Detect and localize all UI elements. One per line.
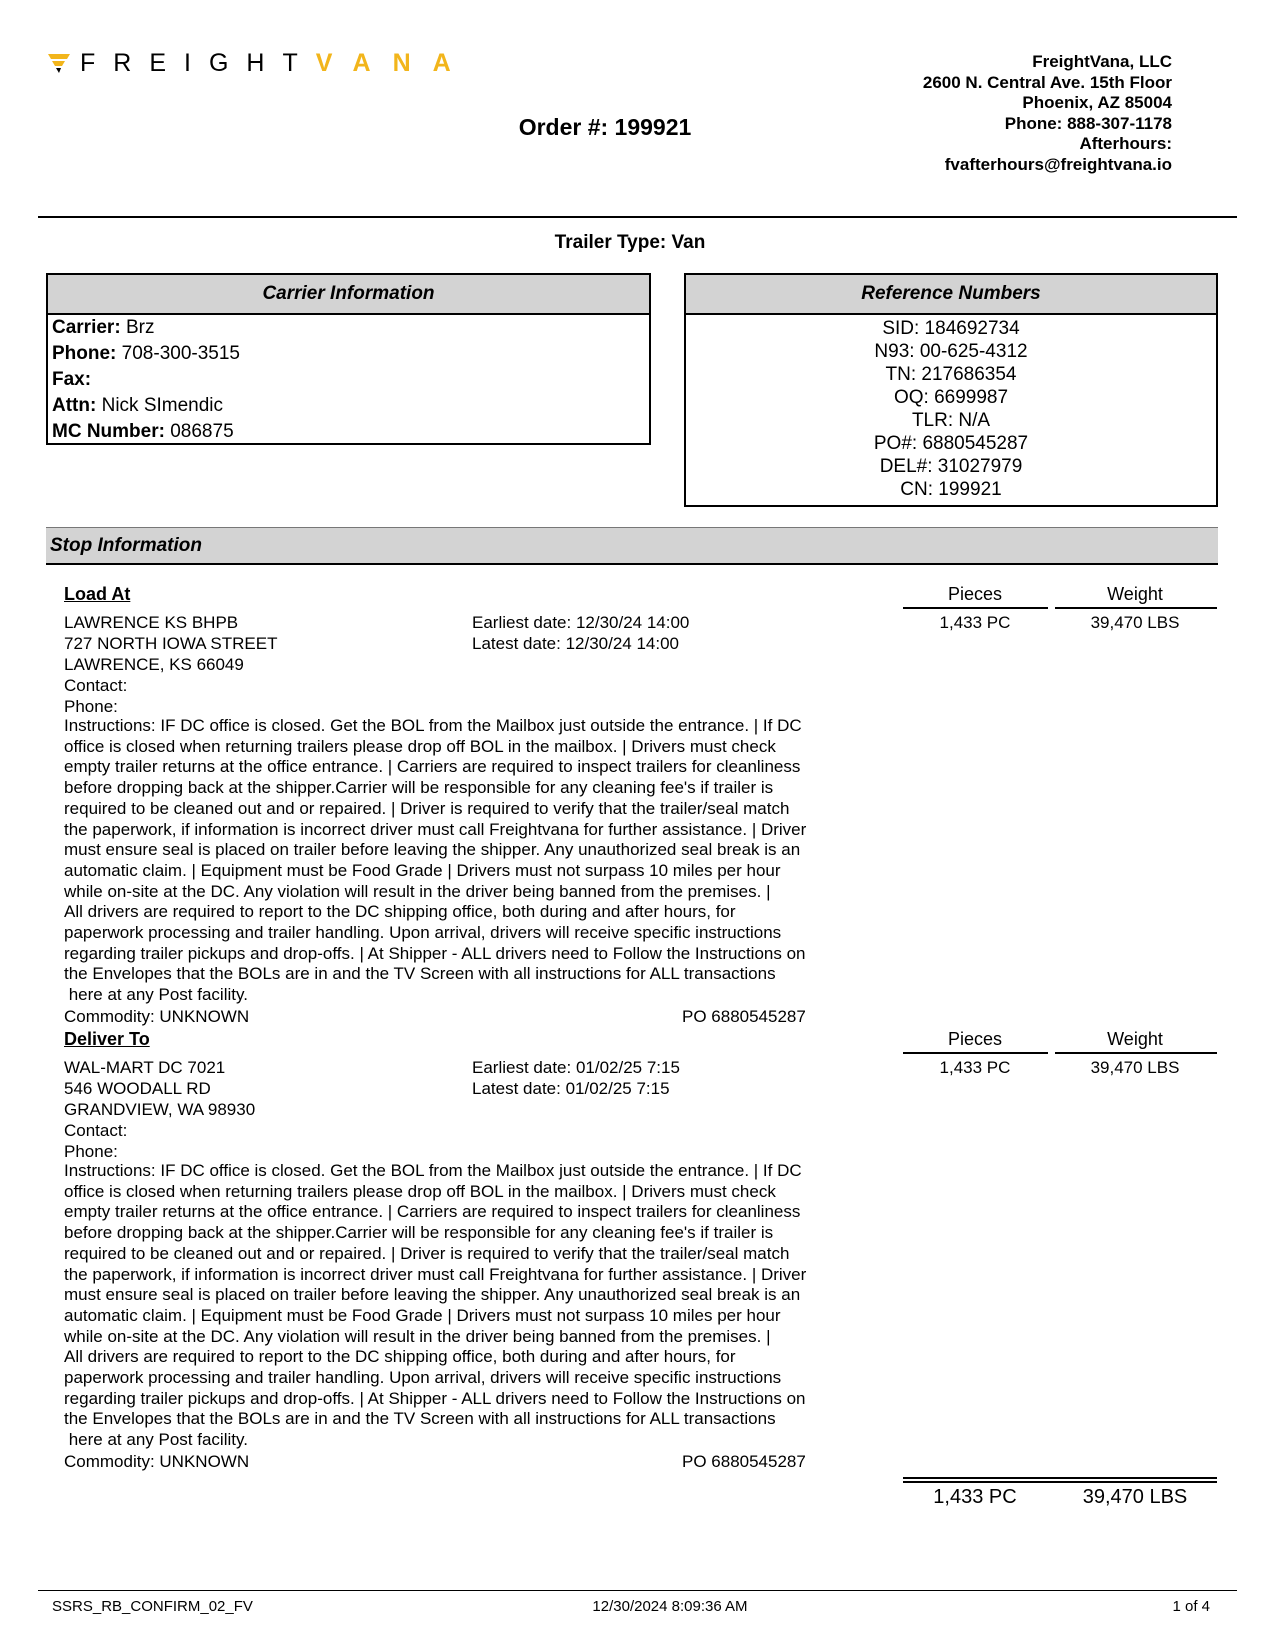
total-weight: 39,470 LBS xyxy=(1082,1486,1188,1508)
stop-information-title: Stop Information xyxy=(46,527,1218,565)
logo-word-vana: VANA xyxy=(315,49,473,77)
load-weight-value: 39,470 LBS xyxy=(1090,613,1180,632)
load-instructions xyxy=(64,716,914,1006)
reference-tlr: TLR: N/A xyxy=(911,410,991,431)
deliver-latest-date: Latest date: 01/02/25 7:15 xyxy=(472,1079,670,1098)
load-facility-name: LAWRENCE KS BHPB xyxy=(64,613,239,632)
load-earliest-date: Earliest date: 12/30/24 14:00 xyxy=(472,613,690,632)
deliver-po: PO 6880545287 xyxy=(682,1452,806,1471)
reference-numbers-box xyxy=(684,273,1218,507)
instruction-line: here at any Post facility. xyxy=(64,985,248,1005)
carrier-information-box xyxy=(46,273,651,445)
instruction-line: the paperwork, if information is incorrect driver must call Freightvana for further assistance. | Driver xyxy=(64,819,807,839)
deliver-dates xyxy=(472,1057,680,1099)
carrier-information-title: Carrier Information xyxy=(48,275,649,315)
total-pieces: 1,433 PC xyxy=(933,1486,1017,1508)
carrier-row xyxy=(52,315,645,341)
load-street: 727 NORTH IOWA STREET xyxy=(64,634,278,653)
load-city: LAWRENCE, KS 66049 xyxy=(64,655,244,674)
instruction-line: must ensure seal is placed on trailer before leaving the shipper. Any unauthorized seal break is an xyxy=(64,840,801,860)
instruction-line: empty trailer returns at the office entrance. | Carriers are required to inspect trailers for cleanliness xyxy=(64,757,801,777)
deliver-earliest-date: Earliest date: 01/02/25 7:15 xyxy=(472,1058,680,1077)
load-pieces-value: 1,433 PC xyxy=(939,613,1011,632)
company-city: Phoenix, AZ 85004 xyxy=(1022,93,1172,112)
load-weight-underline xyxy=(1055,607,1217,609)
load-phone: Phone: xyxy=(64,697,118,716)
reference-cn: CN: 199921 xyxy=(900,479,1002,500)
instruction-line: Instructions: IF DC office is closed. Get the BOL from the Mailbox just outside the entrance. | If DC xyxy=(64,1161,802,1180)
instruction-line: the Envelopes that the BOLs are in and the TV Screen with all instructions for ALL transactions xyxy=(64,1409,776,1429)
carrier-mc-label: MC Number: xyxy=(52,421,165,442)
instruction-line: office is closed when returning trailers please drop off BOL in the mailbox. | Drivers must check xyxy=(64,1181,776,1201)
reference-tn: TN: 217686354 xyxy=(885,364,1017,385)
deliver-pieces-value: 1,433 PC xyxy=(939,1058,1011,1077)
instruction-line: must ensure seal is placed on trailer before leaving the shipper. Any unauthorized seal break is an xyxy=(64,1285,801,1305)
instruction-line: All drivers are required to report to the DC shipping office, both during and after hours, for xyxy=(64,1347,736,1367)
carrier-mc-value: 086875 xyxy=(170,421,234,442)
load-latest-date: Latest date: 12/30/24 14:00 xyxy=(472,634,680,653)
instruction-line: office is closed when returning trailers please drop off BOL in the mailbox. | Drivers must check xyxy=(64,736,776,756)
totals-rule-bottom xyxy=(903,1481,1217,1483)
company-address-block xyxy=(923,52,1172,175)
load-pieces-underline xyxy=(903,607,1048,609)
reference-oq: OQ: 6699987 xyxy=(893,387,1009,408)
instruction-line: before dropping back at the shipper.Carrier will be responsible for any cleaning fee's if trailer is xyxy=(64,1223,774,1243)
deliver-weight-value: 39,470 LBS xyxy=(1090,1058,1180,1077)
logo-wordmark xyxy=(80,50,473,76)
reference-del: DEL#: 31027979 xyxy=(879,456,1023,477)
instruction-line: here at any Post facility. xyxy=(64,1430,248,1450)
carrier-phone-value: 708-300-3515 xyxy=(121,343,240,364)
carrier-mc-row xyxy=(52,419,645,445)
deliver-commodity: Commodity: UNKNOWN xyxy=(64,1452,250,1471)
deliver-pieces-underline xyxy=(903,1052,1048,1054)
carrier-attn-row xyxy=(52,393,645,419)
deliver-address xyxy=(64,1057,255,1162)
deliver-street: 546 WOODALL RD xyxy=(64,1079,211,1098)
company-phone: Phone: 888-307-1178 xyxy=(1004,113,1172,133)
instruction-line: All drivers are required to report to the DC shipping office, both during and after hours, for xyxy=(64,902,736,922)
load-at-label: Load At xyxy=(64,584,131,604)
instruction-line: the Envelopes that the BOLs are in and the TV Screen with all instructions for ALL transactions xyxy=(64,964,776,984)
carrier-phone-row xyxy=(52,341,645,367)
freightvana-logo xyxy=(48,50,473,76)
deliver-weight-underline xyxy=(1055,1052,1217,1054)
load-po: PO 6880545287 xyxy=(682,1007,806,1026)
footer-divider xyxy=(38,1590,1237,1591)
instruction-line: paperwork processing and trailer handling. Upon arrival, drivers will receive specific instructions xyxy=(64,1368,782,1388)
instruction-line: automatic claim. | Equipment must be Food Grade | Drivers must not surpass 10 miles per hour xyxy=(64,1305,781,1325)
carrier-fax-label: Fax: xyxy=(52,369,92,390)
reference-sid: SID: 184692734 xyxy=(882,318,1020,339)
instruction-line: while on-site at the DC. Any violation will result in the driver being banned from the premises. | xyxy=(64,881,771,901)
instruction-line: paperwork processing and trailer handling. Upon arrival, drivers will receive specific instructions xyxy=(64,923,782,943)
order-number: Order #: 199921 xyxy=(518,114,692,140)
load-dates xyxy=(472,612,689,654)
deliver-pieces-header: Pieces xyxy=(947,1029,1003,1049)
trailer-type: Trailer Type: Van xyxy=(554,232,706,253)
load-contact: Contact: xyxy=(64,676,128,695)
deliver-facility-name: WAL-MART DC 7021 xyxy=(64,1058,226,1077)
load-weight-header: Weight xyxy=(1107,584,1163,604)
company-afterhours-label: Afterhours: xyxy=(1079,134,1172,153)
deliver-to-label: Deliver To xyxy=(64,1029,150,1049)
carrier-fax-row xyxy=(52,367,645,393)
instruction-line: regarding trailer pickups and drop-offs. | At Shipper - ALL drivers need to Follow the Instructions on xyxy=(64,1388,806,1408)
deliver-instructions xyxy=(64,1161,914,1451)
carrier-value: Brz xyxy=(125,317,155,338)
reference-numbers-title: Reference Numbers xyxy=(686,275,1216,315)
carrier-attn-value: Nick SImendic xyxy=(101,395,224,416)
instruction-line: regarding trailer pickups and drop-offs. | At Shipper - ALL drivers need to Follow the Instructions on xyxy=(64,943,806,963)
carrier-label: Carrier: xyxy=(52,317,121,338)
reference-po: PO#: 6880545287 xyxy=(873,433,1029,454)
instruction-line: while on-site at the DC. Any violation will result in the driver being banned from the premises. | xyxy=(64,1326,771,1346)
instruction-line: automatic claim. | Equipment must be Food Grade | Drivers must not surpass 10 miles per hour xyxy=(64,860,781,880)
load-commodity: Commodity: UNKNOWN xyxy=(64,1007,250,1026)
reference-n93: N93: 00-625-4312 xyxy=(874,341,1028,362)
instruction-line: empty trailer returns at the office entrance. | Carriers are required to inspect trailers for cleanliness xyxy=(64,1202,801,1222)
deliver-contact: Contact: xyxy=(64,1121,128,1140)
load-pieces-header: Pieces xyxy=(947,584,1003,604)
deliver-city: GRANDVIEW, WA 98930 xyxy=(64,1100,256,1119)
company-address: 2600 N. Central Ave. 15th Floor xyxy=(922,72,1172,92)
instruction-line: required to be cleaned out and or repaired. | Driver is required to verify that the trailer/seal match xyxy=(64,1243,790,1263)
header-divider xyxy=(38,216,1237,218)
footer-report-id: SSRS_RB_CONFIRM_02_FV xyxy=(52,1598,253,1615)
instruction-line: the paperwork, if information is incorrect driver must call Freightvana for further assistance. | Driver xyxy=(64,1264,807,1284)
logo-word-freight: FREIGHT xyxy=(80,49,316,77)
totals-rule-top xyxy=(903,1477,1217,1479)
instruction-line: required to be cleaned out and or repaired. | Driver is required to verify that the trailer/seal match xyxy=(64,798,790,818)
footer-page-number: 1 of 4 xyxy=(1172,1598,1210,1615)
load-address xyxy=(64,612,278,717)
instruction-line: before dropping back at the shipper.Carrier will be responsible for any cleaning fee's if trailer is xyxy=(64,778,774,798)
carrier-attn-label: Attn: xyxy=(52,395,97,416)
instruction-line: Instructions: IF DC office is closed. Get the BOL from the Mailbox just outside the entrance. | If DC xyxy=(64,716,802,735)
carrier-phone-label: Phone: xyxy=(52,343,117,364)
deliver-phone: Phone: xyxy=(64,1142,118,1161)
company-afterhours-email: fvafterhours@freightvana.io xyxy=(944,154,1172,174)
freightvana-mark-icon xyxy=(48,52,70,74)
company-name: FreightVana, LLC xyxy=(1032,52,1172,71)
deliver-weight-header: Weight xyxy=(1107,1029,1163,1049)
footer-timestamp: 12/30/2024 8:09:36 AM xyxy=(592,1598,748,1615)
